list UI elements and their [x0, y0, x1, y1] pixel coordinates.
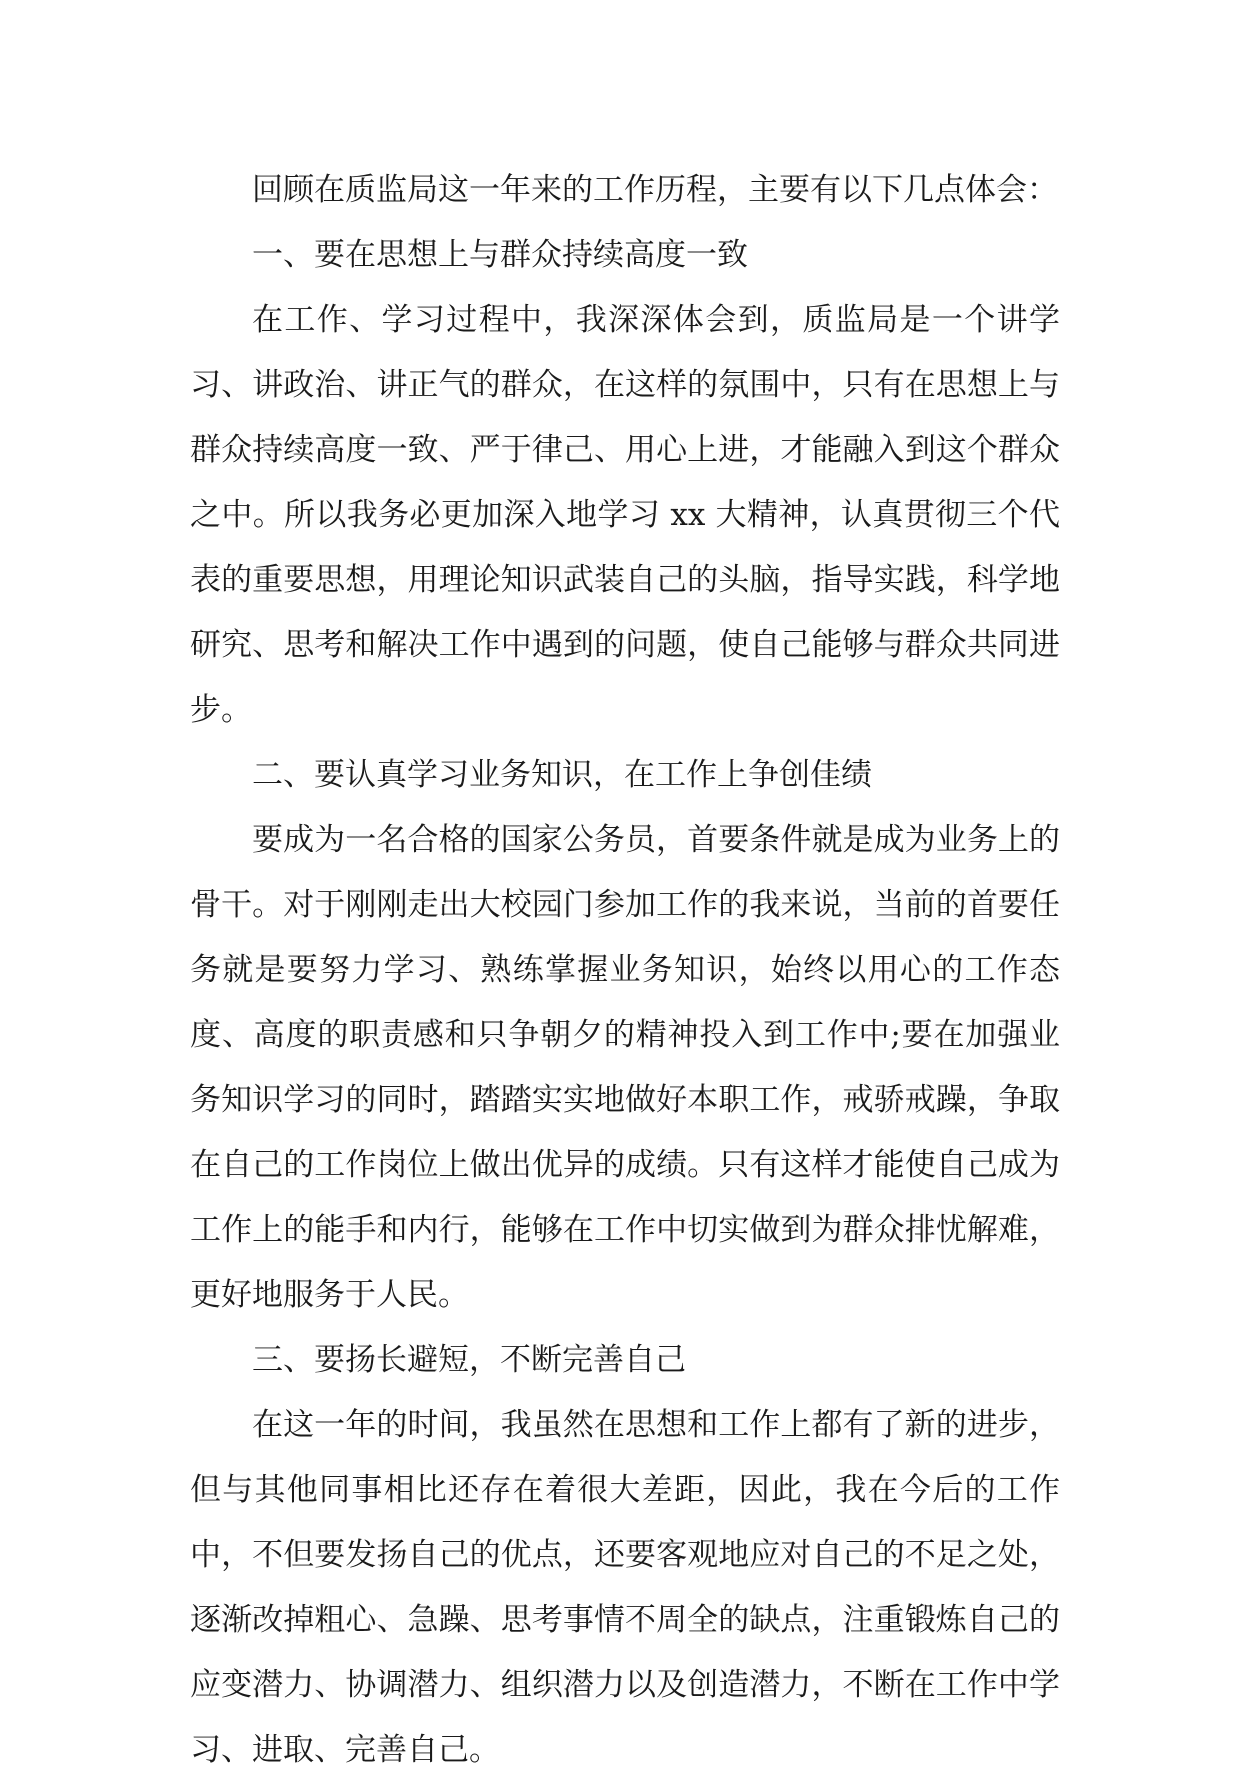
section-body-2: 要成为一名合格的国家公务员，首要条件就是成为业务上的骨干。对于刚刚走出大校园门参加工作的我来说，当前的首要任务就是要努力学习、熟练掌握业务知识，始终以用心的工作态度、高度的职责感和只争朝夕的精神投入到工作中;要在加强业务知识学习的同时，踏踏实实地做好本职工作，戒骄戒躁，争取在自己的工作岗位上做出优异的成绩。只有这样才能使自己成为工作上的能手和内行，能够在工作中切实做到为群众排忧解难，更好地服务于人民。 — [190, 822, 1060, 1313]
document-body — [190, 158, 1060, 1783]
section-body-3: 在这一年的时间，我虽然在思想和工作上都有了新的进步，但与其他同事相比还存在着很大差距，因此，我在今后的工作中，不但要发扬自己的优点，还要客观地应对自己的不足之处，逐渐改掉粗心、急躁、思考事情不周全的缺点，注重锻炼自己的应变潜力、协调潜力、组织潜力以及创造潜力，不断在工作中学习、进取、完善自己。 — [190, 1407, 1060, 1768]
section-heading-3: 三、要扬长避短，不断完善自己 — [252, 1342, 686, 1378]
section-heading-1: 一、要在思想上与群众持续高度一致 — [252, 237, 748, 273]
intro-paragraph: 回顾在质监局这一年来的工作历程，主要有以下几点体会： — [252, 172, 1058, 208]
section-body-1: 在工作、学习过程中，我深深体会到，质监局是一个讲学习、讲政治、讲正气的群众，在这样的氛围中，只有在思想上与群众持续高度一致、严于律己、用心上进，才能融入到这个群众之中。所以我务必更加深入地学习 xx 大精神，认真贯彻三个代表的重要思想，用理论知识武装自己的头脑，指导实践，科学地研究、思考和解决工作中遇到的问题，使自己能够与群众共同进步。 — [190, 302, 1060, 728]
section-heading-2: 二、要认真学习业务知识，在工作上争创佳绩 — [252, 757, 872, 793]
